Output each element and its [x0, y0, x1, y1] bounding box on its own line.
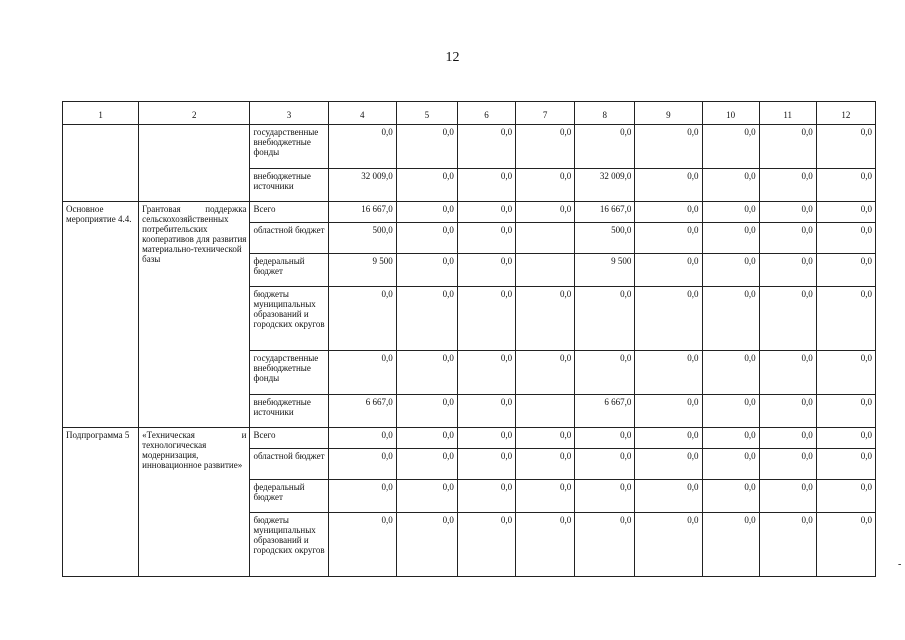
- value-cell: 0,0: [816, 480, 875, 513]
- value-cell: 0,0: [635, 513, 702, 577]
- page-number: 12: [445, 50, 460, 65]
- value-cell: 0,0: [635, 254, 702, 287]
- funding-source-cell: Всего: [250, 428, 328, 449]
- value-cell: 0,0: [635, 351, 702, 395]
- funding-source-cell: бюджеты муниципальных образований и городских округов: [250, 513, 328, 577]
- value-cell: 0,0: [702, 223, 759, 254]
- value-cell: 0,0: [575, 351, 635, 395]
- program-cell: [63, 125, 139, 202]
- value-cell: 0,0: [575, 428, 635, 449]
- funding-source-cell: бюджеты муниципальных образований и городских округов: [250, 287, 328, 351]
- value-cell: 0,0: [396, 480, 457, 513]
- value-cell: 0,0: [516, 513, 575, 577]
- value-cell: 0,0: [635, 428, 702, 449]
- value-cell: 0,0: [702, 449, 759, 480]
- header-cell: 3: [250, 102, 328, 125]
- value-cell: 0,0: [396, 428, 457, 449]
- funding-source-cell: областной бюджет: [250, 223, 328, 254]
- value-cell: 6 667,0: [575, 395, 635, 428]
- value-cell: 0,0: [516, 428, 575, 449]
- value-cell: 32 009,0: [328, 169, 396, 202]
- value-cell: 0,0: [816, 395, 875, 428]
- value-cell: 0,0: [457, 513, 515, 577]
- header-cell: 7: [516, 102, 575, 125]
- value-cell: 0,0: [702, 169, 759, 202]
- value-cell: 500,0: [575, 223, 635, 254]
- table-row: [63, 428, 876, 449]
- value-cell: 0,0: [516, 449, 575, 480]
- value-cell: 0,0: [457, 395, 515, 428]
- value-cell: 0,0: [396, 223, 457, 254]
- value-cell: 0,0: [457, 287, 515, 351]
- value-cell: 0,0: [396, 169, 457, 202]
- value-cell: 0,0: [516, 351, 575, 395]
- funding-source-cell: внебюджетные источники: [250, 395, 328, 428]
- value-cell: 0,0: [396, 125, 457, 169]
- value-cell: 0,0: [328, 287, 396, 351]
- program-cell: Подпрограмма 5: [63, 428, 139, 577]
- value-cell: 0,0: [816, 351, 875, 395]
- value-cell: 500,0: [328, 223, 396, 254]
- value-cell: [516, 223, 575, 254]
- value-cell: 0,0: [396, 202, 457, 223]
- value-cell: [516, 395, 575, 428]
- value-cell: 0,0: [575, 125, 635, 169]
- value-cell: 0,0: [816, 254, 875, 287]
- value-cell: 0,0: [759, 480, 816, 513]
- funding-source-cell: федеральный бюджет: [250, 480, 328, 513]
- value-cell: 0,0: [816, 428, 875, 449]
- value-cell: 0,0: [759, 395, 816, 428]
- value-cell: 0,0: [396, 449, 457, 480]
- funding-source-cell: федеральный бюджет: [250, 254, 328, 287]
- value-cell: 0,0: [635, 125, 702, 169]
- value-cell: 0,0: [396, 254, 457, 287]
- value-cell: 0,0: [816, 449, 875, 480]
- value-cell: 0,0: [759, 287, 816, 351]
- value-cell: 0,0: [635, 395, 702, 428]
- value-cell: 0,0: [816, 125, 875, 169]
- value-cell: 0,0: [457, 351, 515, 395]
- value-cell: 0,0: [816, 202, 875, 223]
- value-cell: 0,0: [516, 480, 575, 513]
- header-cell: 12: [816, 102, 875, 125]
- header-row: [63, 102, 876, 125]
- value-cell: 0,0: [635, 449, 702, 480]
- description-cell: Грантовая поддержка сельскохозяйственных потребительских кооперативов для развития материально-технической базы: [139, 202, 250, 428]
- value-cell: 0,0: [702, 254, 759, 287]
- value-cell: 0,0: [516, 202, 575, 223]
- value-cell: 0,0: [759, 223, 816, 254]
- funding-source-cell: областной бюджет: [250, 449, 328, 480]
- value-cell: 0,0: [457, 223, 515, 254]
- value-cell: 0,0: [516, 169, 575, 202]
- funding-source-cell: Всего: [250, 202, 328, 223]
- value-cell: 0,0: [702, 125, 759, 169]
- header-cell: 8: [575, 102, 635, 125]
- margin-mark: -: [898, 559, 902, 570]
- value-cell: 0,0: [328, 351, 396, 395]
- header-cell: 5: [396, 102, 457, 125]
- value-cell: 0,0: [702, 287, 759, 351]
- description-cell: «Техническая и технологическая модернизация, инновационное развитие»: [139, 428, 250, 577]
- value-cell: 0,0: [816, 223, 875, 254]
- value-cell: 0,0: [575, 513, 635, 577]
- header-cell: 6: [457, 102, 515, 125]
- value-cell: 0,0: [759, 449, 816, 480]
- value-cell: 0,0: [396, 351, 457, 395]
- value-cell: 0,0: [575, 287, 635, 351]
- value-cell: 0,0: [759, 254, 816, 287]
- value-cell: 16 667,0: [575, 202, 635, 223]
- value-cell: 0,0: [635, 169, 702, 202]
- value-cell: 0,0: [702, 428, 759, 449]
- value-cell: 0,0: [635, 202, 702, 223]
- budget-table: [62, 101, 876, 577]
- value-cell: 0,0: [516, 125, 575, 169]
- value-cell: [516, 254, 575, 287]
- funding-source-cell: государственные внебюджетные фонды: [250, 351, 328, 395]
- header-cell: 10: [702, 102, 759, 125]
- value-cell: 0,0: [516, 287, 575, 351]
- value-cell: 0,0: [575, 449, 635, 480]
- value-cell: 16 667,0: [328, 202, 396, 223]
- value-cell: 0,0: [457, 480, 515, 513]
- value-cell: 0,0: [457, 449, 515, 480]
- value-cell: 0,0: [328, 125, 396, 169]
- header-cell: 4: [328, 102, 396, 125]
- value-cell: 0,0: [702, 480, 759, 513]
- value-cell: 9 500: [575, 254, 635, 287]
- value-cell: 0,0: [702, 202, 759, 223]
- value-cell: 0,0: [759, 202, 816, 223]
- table-row: [63, 125, 876, 169]
- value-cell: 0,0: [759, 351, 816, 395]
- value-cell: 0,0: [702, 513, 759, 577]
- value-cell: 0,0: [816, 169, 875, 202]
- funding-source-cell: государственные внебюджетные фонды: [250, 125, 328, 169]
- value-cell: 0,0: [457, 169, 515, 202]
- value-cell: 0,0: [635, 287, 702, 351]
- value-cell: 0,0: [457, 125, 515, 169]
- value-cell: 0,0: [759, 169, 816, 202]
- value-cell: 0,0: [635, 480, 702, 513]
- program-cell: Основное мероприятие 4.4.: [63, 202, 139, 428]
- header-cell: 9: [635, 102, 702, 125]
- header-cell: 11: [759, 102, 816, 125]
- value-cell: 0,0: [702, 395, 759, 428]
- value-cell: 0,0: [328, 449, 396, 480]
- value-cell: 0,0: [396, 395, 457, 428]
- value-cell: 6 667,0: [328, 395, 396, 428]
- value-cell: 0,0: [759, 125, 816, 169]
- value-cell: 0,0: [328, 428, 396, 449]
- value-cell: 0,0: [457, 428, 515, 449]
- funding-source-cell: внебюджетные источники: [250, 169, 328, 202]
- table-row: [63, 202, 876, 223]
- value-cell: 0,0: [457, 254, 515, 287]
- value-cell: 9 500: [328, 254, 396, 287]
- header-cell: 2: [139, 102, 250, 125]
- value-cell: 0,0: [575, 480, 635, 513]
- value-cell: 0,0: [702, 351, 759, 395]
- value-cell: 0,0: [635, 223, 702, 254]
- header-cell: 1: [63, 102, 139, 125]
- value-cell: 0,0: [396, 513, 457, 577]
- value-cell: 0,0: [396, 287, 457, 351]
- value-cell: 0,0: [328, 480, 396, 513]
- value-cell: 0,0: [457, 202, 515, 223]
- value-cell: 32 009,0: [575, 169, 635, 202]
- value-cell: 0,0: [759, 428, 816, 449]
- value-cell: 0,0: [816, 287, 875, 351]
- value-cell: 0,0: [759, 513, 816, 577]
- value-cell: 0,0: [816, 513, 875, 577]
- description-cell: [139, 125, 250, 202]
- value-cell: 0,0: [328, 513, 396, 577]
